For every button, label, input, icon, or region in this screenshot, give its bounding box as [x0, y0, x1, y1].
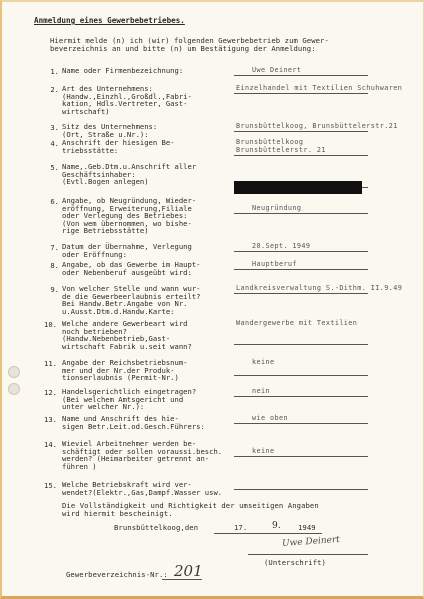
- item-label: Welche Betriebskraft wird ver-: [62, 480, 192, 489]
- item-label: werden? (Heimarbeiter getrennt an-: [62, 454, 210, 464]
- item-answer-line: [234, 344, 368, 345]
- item-number: 13.: [44, 415, 57, 424]
- item-label: oder Nebenberuf ausgeübt wird:: [62, 267, 192, 277]
- item-label: kation, Hdls.Vertreter, Gast-: [62, 99, 188, 109]
- item-value: Uwe Deinert: [252, 66, 302, 74]
- item-number: 15.: [44, 481, 57, 490]
- register-number: 201: [174, 562, 203, 580]
- item-value: Brunsbüttelkoog, Brunsbüttelerstr.21: [236, 122, 398, 130]
- item-answer-line: [234, 93, 368, 94]
- item-number: 4.: [50, 139, 59, 148]
- item-label: Handelsgerichtlich eingetragen?: [62, 387, 197, 396]
- item-label: wirtschaft Fabrik u.seit wann?: [62, 341, 192, 351]
- item-answer-line: [234, 75, 368, 76]
- item-label: Bei Handw.Betr.Angabe von Nr.: [62, 299, 188, 309]
- item-number: 10.: [44, 320, 57, 329]
- item-label: Anschrift der hiesigen Be-: [62, 138, 175, 147]
- item-answer-line: [234, 375, 368, 376]
- item-value: Brunsbüttelkoog: [236, 138, 304, 146]
- item-label: de die Gewerbeerlaubnis erteilt?: [62, 291, 201, 301]
- item-label: mer und der Nr.der Produk-: [62, 365, 175, 375]
- item-label: Welche andere Gewerbeart wird: [62, 319, 188, 328]
- item-label: schäftigt oder sollen voraussi.besch.: [62, 446, 223, 456]
- place-label: Brunsbüttelkoog,den: [114, 523, 199, 532]
- item-value: nein: [252, 387, 270, 395]
- item-label: Datum der Übernahme, Verlegung: [62, 242, 192, 251]
- punch-hole-top: [8, 366, 20, 378]
- date-year: 1949: [298, 523, 316, 532]
- item-value: 20.Sept. 1949: [252, 242, 311, 250]
- item-number: 8.: [50, 261, 59, 270]
- item-answer-line: [234, 251, 368, 252]
- item-label: Angabe, ob Neugründung, Wieder-: [62, 196, 197, 205]
- item-label: (Von wem übernommen, wo bishe-: [62, 218, 192, 228]
- item-answer-line: [234, 489, 368, 490]
- item-number: 6.: [50, 197, 59, 206]
- signature: Uwe Deinert: [281, 534, 341, 550]
- item-label: (Evtl.Bogen anlegen): [62, 177, 149, 187]
- item-label: sigen Betr.Leit.od.Gesch.Führers:: [62, 421, 205, 431]
- item-label: Sitz des Unternehmens:: [62, 122, 158, 131]
- item-value: wie oben: [252, 414, 288, 422]
- item-answer-line: [234, 293, 368, 294]
- closing-line-2: wird hiermit bescheinigt.: [62, 509, 173, 518]
- item-label: führen ): [62, 461, 97, 471]
- item-label: Angabe der Reichsbetriebsnum-: [62, 358, 188, 367]
- item-number: 5.: [50, 163, 59, 172]
- item-label: Geschäftsinhaber:: [62, 169, 136, 179]
- item-answer-line: [234, 155, 368, 156]
- register-label: Gewerbeverzeichnis-Nr.:: [66, 570, 168, 579]
- item-value: Hauptberuf: [252, 260, 297, 268]
- date-underline: [214, 533, 322, 534]
- item-number: 3.: [50, 123, 59, 132]
- item-answer-line: [234, 131, 368, 132]
- item-number: 2.: [50, 85, 59, 94]
- item-label: wirtschaft): [62, 106, 110, 116]
- item-label: Von welcher Stelle und wann wur-: [62, 284, 201, 293]
- item-label: oder Verlegung des Betriebes:: [62, 211, 188, 221]
- item-value: keine: [252, 446, 275, 455]
- item-label: tionserlaubnis (Permit-Nr.): [62, 373, 179, 383]
- item-label: Name oder Firmenbezeichnung:: [62, 66, 184, 75]
- item-label: noch betrieben?: [62, 326, 127, 336]
- item-label: Art des Unternehmens:: [62, 84, 153, 93]
- item-value: Brunsbüttelerstr. 21: [236, 145, 326, 154]
- item-value: keine: [252, 358, 275, 366]
- redacted-owner-block: [234, 181, 362, 194]
- signature-line: [248, 554, 368, 555]
- item-label: Wieviel Arbeitnehmer werden be-: [62, 439, 197, 448]
- item-label: triebsstätte:: [62, 145, 119, 155]
- item-label: eröffnung, Erweiterung,Filiale: [62, 203, 192, 213]
- item-number: 7.: [50, 243, 59, 252]
- item-label: Name,.Geb.Dtm.u.Anschrift aller: [62, 162, 197, 171]
- item-number: 14.: [44, 440, 57, 449]
- punch-hole-bottom: [8, 383, 20, 395]
- item-label: Name und Anschrift des hie-: [62, 414, 179, 423]
- item-label: unter welcher Nr.):: [62, 402, 145, 412]
- intro-line-1: Hiermit melde (n) ich (wir) folgenden Gewerbebetrieb zum Gewer-: [50, 36, 329, 45]
- item-label: Angabe, ob das Gewerbe im Haupt-: [62, 260, 201, 269]
- item-value: Einzelhandel mit Textilien Schuhwaren: [236, 84, 403, 92]
- item-answer-line: [234, 456, 368, 457]
- item-number: 9.: [50, 285, 59, 294]
- item-value: Wandergewerbe mit Textilien: [236, 319, 358, 327]
- item-label: u.Ausst.Dtm.d.Handw.Karte:: [62, 306, 175, 316]
- item-number: 1.: [50, 67, 59, 76]
- register-underline: [162, 579, 202, 580]
- item-label: (Handw.,Einzhl.,Großdl.,Fabri-: [62, 91, 192, 101]
- item-number: 12.: [44, 388, 57, 397]
- item-number: 11.: [44, 359, 57, 368]
- item-answer-line: [234, 396, 368, 397]
- item-label: (Handw.Nebenbetrieb,Gast-: [62, 334, 171, 344]
- form-title: Anmeldung eines Gewerbebetriebes.: [34, 16, 185, 25]
- closing-line-1: Die Vollständigkeit und Richtigkeit der umseitigen Angaben: [62, 501, 319, 510]
- item-answer-line: [234, 269, 368, 270]
- item-label: wendet?(Elektr.,Gas,Dampf.Wasser usw.: [62, 487, 223, 497]
- item-value: Neugründung: [252, 203, 302, 212]
- signature-caption: (Unterschrift): [264, 558, 326, 567]
- item-label: rige Betriebsstätte): [62, 226, 149, 236]
- item-value: Landkreisverwaltung S.-Dithm. II.9.49: [236, 284, 403, 292]
- item-label: oder Eröffnung:: [62, 249, 127, 259]
- intro-line-2: beverzeichnis an und bitte (n) um Bestätigung der Anmeldung:: [50, 44, 316, 53]
- item-answer-line: [234, 213, 368, 214]
- date-day: 17.: [234, 523, 248, 532]
- date-month: 9.: [272, 521, 281, 531]
- item-label: (Bei welchem Amtsgericht und: [62, 394, 184, 404]
- item-label: (Ort, Straße u.Nr.):: [62, 129, 149, 139]
- item-answer-line: [234, 423, 368, 424]
